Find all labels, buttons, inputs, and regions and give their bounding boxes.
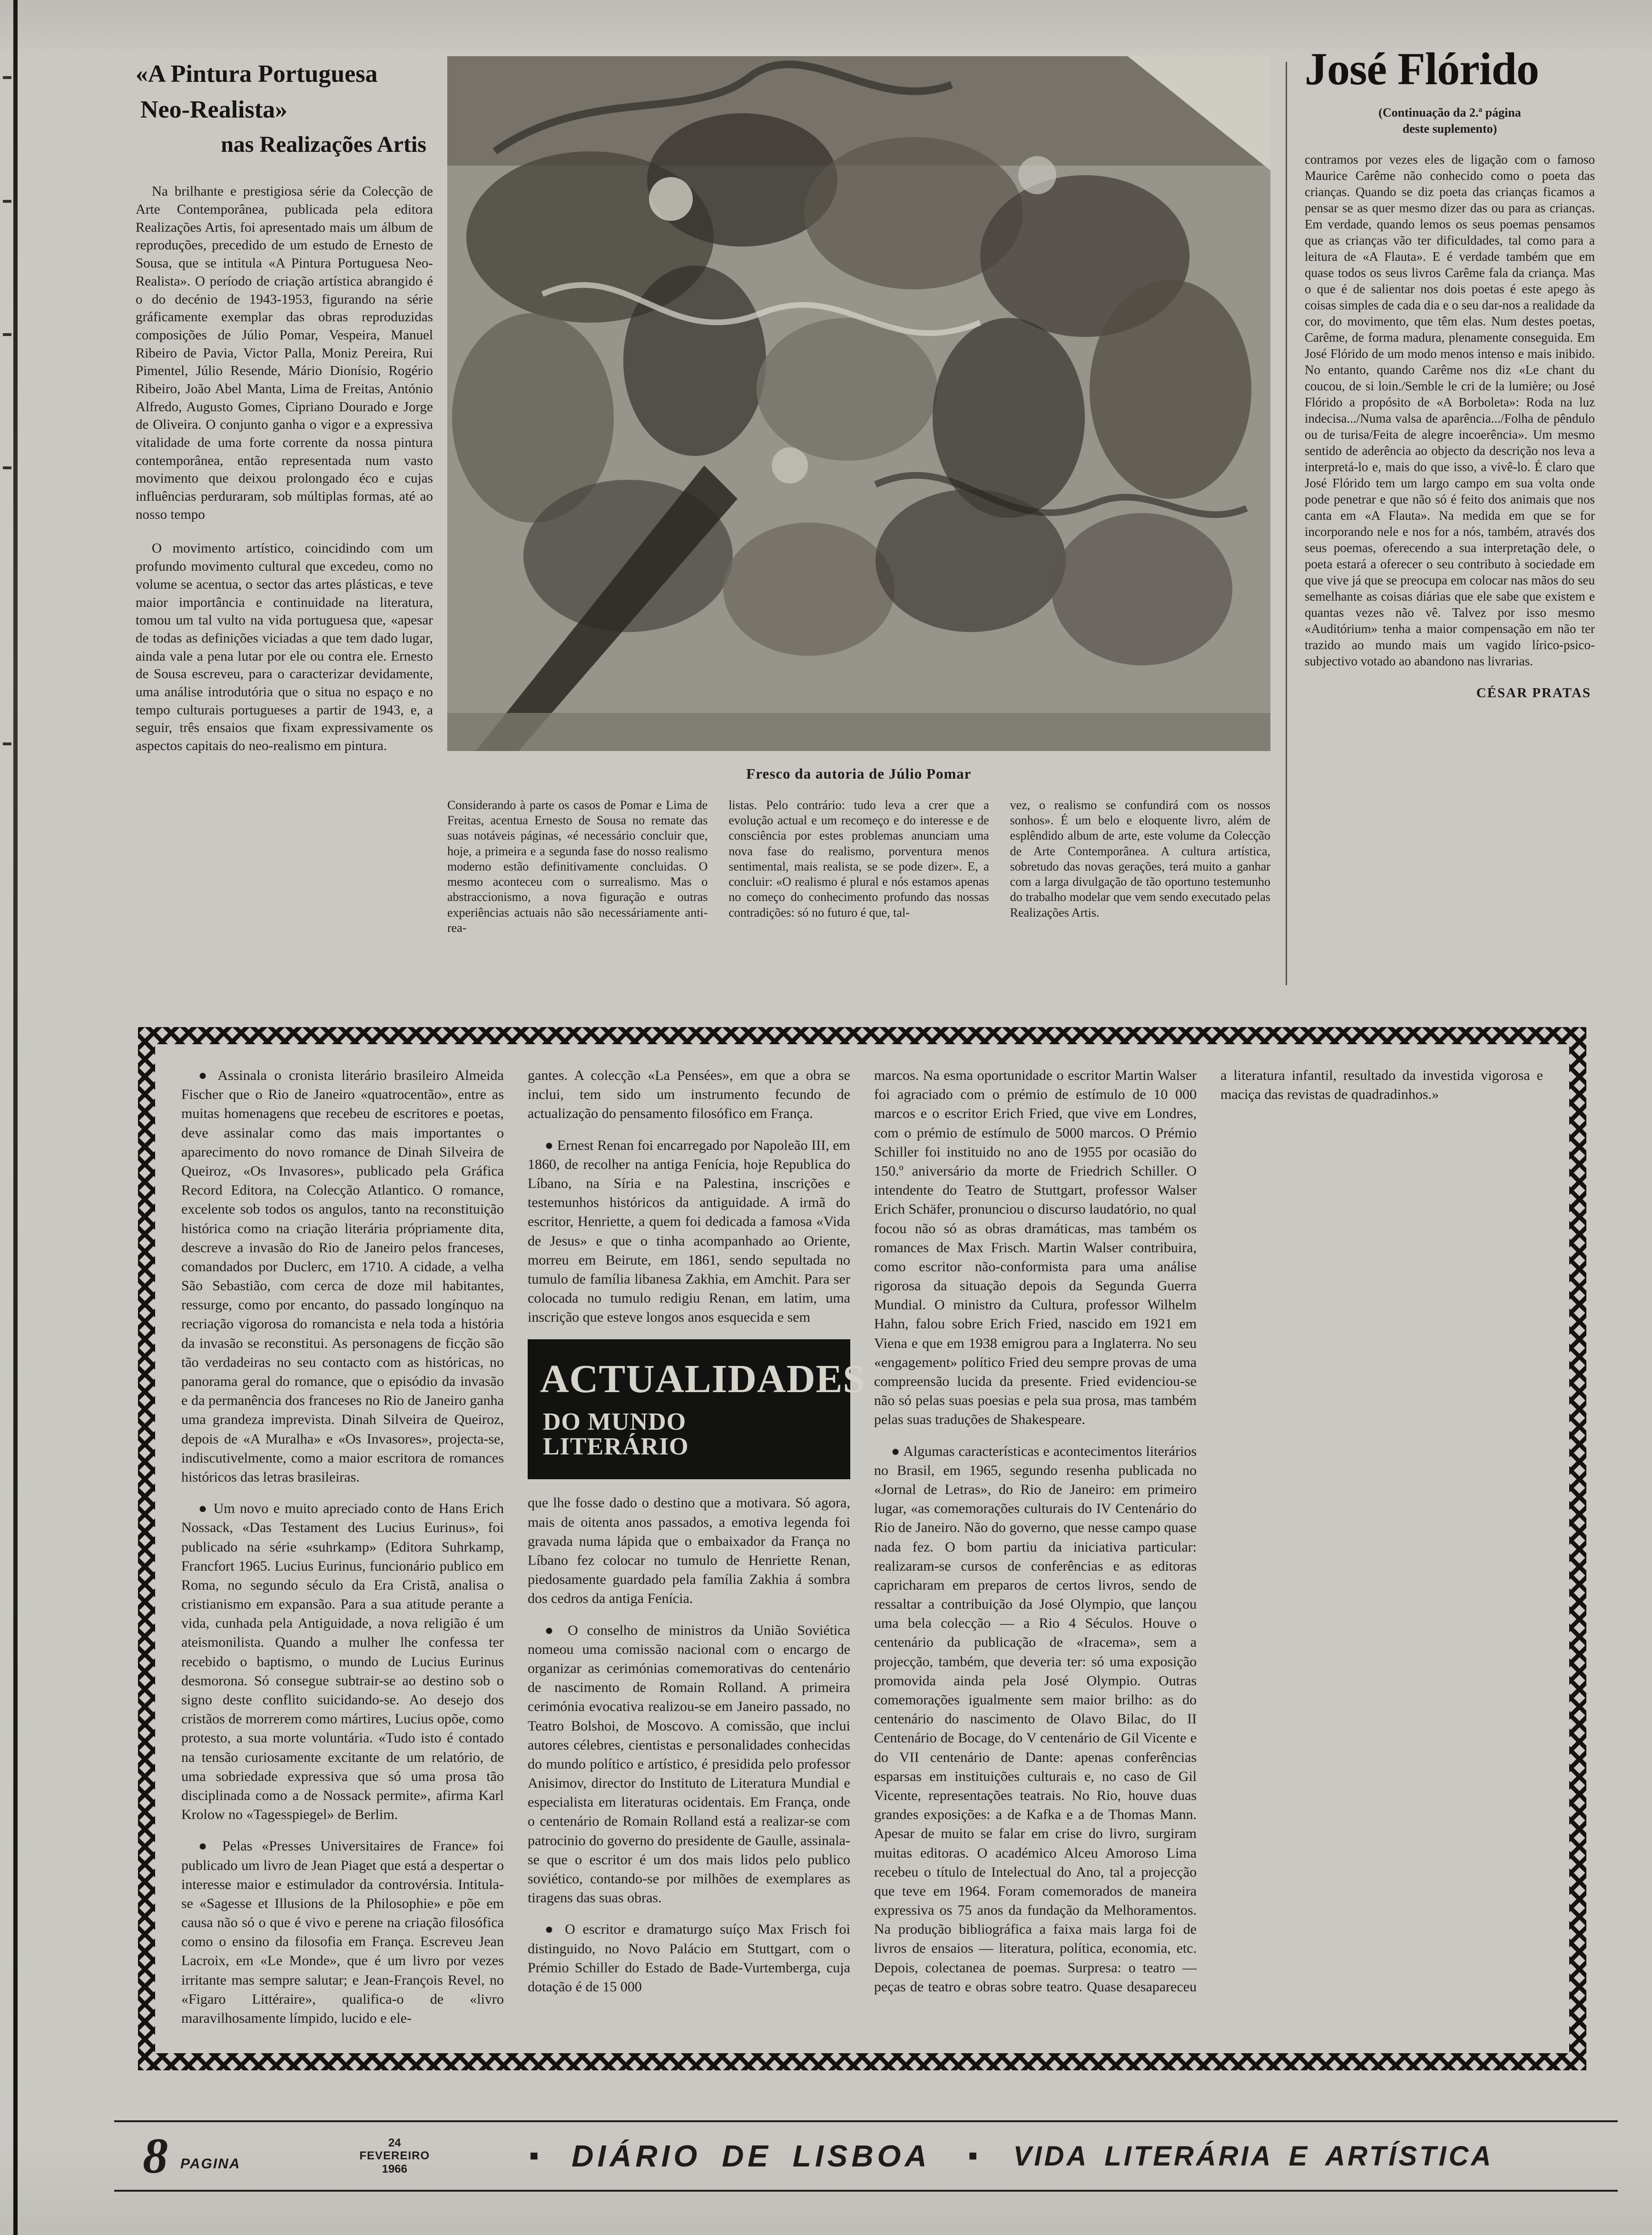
scan-artifact-dash: [3, 76, 11, 79]
literary-news-columns: [181, 1066, 1543, 2031]
literary-news-box: [138, 1027, 1586, 2070]
column-rule: [1286, 62, 1287, 985]
article-jose-florido: [1305, 43, 1595, 701]
square-bullet-icon: ■: [968, 2148, 977, 2164]
banner-subtitle: DO MUNDO LITERÁRIO: [543, 1408, 689, 1461]
continuation-note-line-1: (Continuação da 2.ª página: [1378, 105, 1521, 119]
news-item: gantes. A colecção «La Pensées», em que a obra se inclui, tem sido um instrumento fecundo de actualização do pensamento filosófico em França.: [528, 1068, 850, 1122]
issue-date: [359, 2136, 430, 2176]
continuation-column-1: [447, 798, 708, 936]
news-item: ● O conselho de ministros da União Soviética nomeou uma comissão nacional com o encargo de organizar as cerimónias comemorativas do centenário de nascimento de Romain Rolland. A primeira cerimónia evocativa realizou-se em Janeiro passado, no Teatro Bolshoi, de Moscovo. A comissão, que inclui autores célebres, cientistas e personalidades conhecidas do mundo político e artístico, é presidida pelo professor Anisimov, director do Instituto de Literatura Mundial e especialista em literaturas ocidentais. Em França, onde o centenário de Romain Rolland está a realizar-se com patrocinio do governo do presidente de Gaulle, assinala-se que o escritor é um dos mais lidos pelo publico soviético, contando-se por milhões de exemplares as tiragens das suas obras.: [528, 1622, 850, 1906]
headline-line-2: Neo-Realista»: [140, 96, 288, 124]
continuation-note-line-2: deste suplemento): [1402, 121, 1497, 136]
scan-artifact-dash: [3, 466, 11, 469]
issue-date-month: FEVEREIRO: [359, 2149, 430, 2163]
footer-bar: [114, 2120, 1618, 2192]
news-item: ● Pelas «Presses Universitaires de France» foi publicado um livro de Jean Piaget que está a despertar o interesse maior e estimulador da controvérsia. Intitula-se «Sagesse et Illusions de la Philosophie» e põe em causa não só o que é vivo e perene na criação filosófica como o ensino da filosofia em França. Escreveu Jean Lacroix, em «Le Monde», que é um livro por vezes irritante mas sempre salutar; e Jean-François Revel, no «Figaro Littéraire», qualifica-o de «livro maravilhosamente límpido, lucido e ele-: [181, 1838, 504, 2026]
scan-artifact-dash: [3, 200, 11, 203]
scan-artifact-dash: [3, 333, 11, 336]
news-item: ● Assinala o cronista literário brasileiro Almeida Fischer que o Rio de Janeiro «quatrocentão», entre as muitas homenagens que recebeu de escritores e poetas, deve assinalar como das mais importantes o aparecimento do novo romance de Dinah Silveira de Queiroz, «Os Invasores», publicado pela Gráfica Record Editora, na Colecção Atlantico. O romance, excelente sob todos os angulos, tanto na reconstituição histórica como na criação literária própriamente dita, descreve a invasão do Rio de Janeiro pelos franceses, comandados por Duclerc, em 1710. A cidade, a velha São Sebastião, com cerca de doze mil habitantes, ressurge, como por encanto, do passado longínquo na recriação vigorosa do romancista e nela toda a história da invasão se reconstitui. As personagens de ficção são tão verdadeiras no seu contacto com as históricas, no panorama geral do romance, que o episódio da invasão e da permanência dos franceses no Rio de Janeiro ganha uma grandeza imprevista. Dinah Silveira de Queiroz, depois de «A Muralha» e «Os Invasores», projecta-se, indiscutivelmente, como a maior escritora de romances históricos das letras brasileiras.: [181, 1068, 504, 1485]
headline-line-1: «A Pintura Portuguesa: [136, 60, 378, 88]
news-item: ● Um novo e muito apreciado conto de Hans Erich Nossack, «Das Testament des Lucius Eurinus», foi publicado na série «suhrkamp» (Editora Suhrkamp, Francfort 1965. Lucius Eurinus, funcionário publico em Roma, no segundo século da Era Cristã, analisa o cristianismo em expansão. Para a sua atitude perante a vida, cunhada pela Antiguidade, a nova religião é um ateismonilista. Quando a mulher lhe confessa ter recebido o baptismo, o mundo de Lucius Eurinus desmorona. Só consegue subtrair-se ao destino sob o signo deste conflito suicidando-se. Ao desejo dos cristãos de morrerem como mártires, Lucius opõe, como protesto, a sua morte voluntária. «Tudo isto é contado na tensão curiosamente excitante de um relatório, de uma sobriedade expressiva que só uma prosa tão disciplinada como a de Nossack permite», afirma Karl Krolow no «Tagesspiegel» de Berlim.: [181, 1501, 504, 1823]
scan-artifact-line: [13, 0, 18, 2235]
literary-news-inner: [155, 1044, 1569, 2053]
news-item: ● Algumas características e acontecimentos literários no Brasil, em 1965, segundo resenha publicada no «Jornal de Letras», do Rio de Janeiro: em primeiro lugar, «as comemorações culturais do IV Centenário do Rio de Janeiro. Não do governo, que nesse campo quase nada fez. O bom partiu da iniciativa particular: realizaram-se cursos de conferências e as editoras capricharam em preparos de certos livros, sendo de ressaltar a contribuição da José Olympio, que lançou uma bela colecção — a Rio 4 Séculos. Houve o centenário da publicação de «Iracema», sem a projecção, também, que deveria ter: só uma exposição promovida ainda pela José Olympio. Outras comemorações igualmente sem maior brilho: as do centenário do nascimento de Olavo Bilac, do II Centenário de Bocage, do V centenário de Gil Vicente e do VII centenário de Dante: apenas conferências esparsas em instituições culturais e, no caso de Gil Vicente, representações teatrais. No Rio, houve duas grandes exposições: a de Kafka e a de Thomas Mann. Apesar de muito se falar em crise do livro, surgiram muitas editoras. O académico Alceu Amoroso Lima recebeu o título de Intelectual do Ano, tal a projecção que teve em 1964. Foram comemorados de maneira expressiva os 75 anos da fundação da Melhoramentos. Na produção bibliográfica a faixa mais larga foi de livros de ensaios — literatura, política, economia, etc. Depois, colectanea de poemas. Surpresa: o teatro — peças de teatro e obras sobre teatro. Quase desapareceu a literatura infantil, resultado da investida vigorosa e maciça das revistas de quadradinhos.»: [874, 1068, 1543, 1995]
continuation-text: vez, o realismo se confundirá com os nossos sonhos». É um belo e eloquente livro, além de esplêndido album de arte, este volume da Colecção de Arte Contemporânea. A cultura artística, sobretudo das novas gerações, terá muito a ganhar com a larga divulgação de tão oportuno testemunho do trabalho modelar que vem sendo executado pelas Realizações Artis.: [1010, 798, 1270, 920]
section-title: VIDA LITERÁRIA E ARTÍSTICA: [1013, 2140, 1494, 2172]
continuation-column-2: [728, 798, 989, 936]
article-paragraph: Na brilhante e prestigiosa série da Colecção de Arte Contemporânea, publicada pela editora Realizações Artis, foi apresentado mais um álbum de reproduções, precedido de um estudo de Ernesto de Sousa, que se intitula «A Pintura Portuguesa Neo-Realista». O período de criação artística abrangido é o do decénio de 1943-1953, figurando na série gráficamente exemplar das obras reproduzidas composições de Júlio Pomar, Vespeira, Manuel Ribeiro de Pavia, Victor Palla, Moniz Pereira, Rui Pimentel, Júlio Resende, Mário Dionísio, Rogério Ribeiro, João Abel Manta, Lima de Freitas, António Alfredo, Augusto Gomes, Cipriano Dourado e Jorge de Oliveira. O conjunto ganha o vigor e a expressiva vitalidade de uma forte corrente da nossa pintura contemporânea, então representada num vasto movimento que deixou prolongado éco e cujas influências perduraram, sob múltiplas formas, até ao nosso tempo: [136, 184, 433, 522]
actualidades-banner: [528, 1339, 866, 1479]
news-item: que lhe fosse dado o destino que a motivara. Só agora, mais de oitenta anos passados, a emotiva legenda foi gravada numa lápida que o embaixador da França no Líbano fez colocar no tumulo de Henriette Renan, piedosamente guardado pela família Zakhia á sombra dos cedros da antiga Fenícia.: [528, 1495, 850, 1607]
continuation-text: Considerando à parte os casos de Pomar e Lima de Freitas, acentua Ernesto de Sousa no remate das suas notáveis páginas, «é necessário concluir que, hoje, a primeira e a segunda fase do nosso realismo moderno estão definitivamente concluidas. O mesmo aconteceu com o surrealismo. Mas o abstraccionismo, a nova figuração e outras experiências actuais não são necessáriamente anti-rea-: [447, 798, 708, 935]
article-paragraph: O movimento artístico, coincidindo com um profundo movimento cultural que excedeu, como no volume se acentua, o sector das artes plásticas, e teve maior importância e continuidade na literatura, tomou um tal vulto na vida portuguesa que, «apesar de todas as definições viciadas a que tem dado lugar, ainda vale a pena lutar por ele ou contra ele. Ernesto de Sousa escreveu, para o caracterizar devidamente, uma análise introdutória que o situa no espaço e no tempo culturais portugueses a partir de 1943, e, a seguir, três ensaios que fixam expressivamente os aspectos capitais do neo-realismo em pintura.: [136, 541, 433, 753]
fresco-figure: [447, 56, 1270, 782]
news-item: marcos. Na esma oportunidade o escritor Martin Walser foi agraciado com o prémio de estímulo de 10 000 marcos e o escritor Erich Fried, que vive em Londres, com o prémio de estímulo de 5000 marcos. O Prémio Schiller foi instituido no ano de 1955 por ocasião do 150.º aniversário da morte de Friedrich Schiller. O intendente do Teatro de Stuttgart, professor Walser Erich Schäfer, pronunciou o discurso laudatório, no qual focou não só as obras dramáticas, mas também os romances de Max Frisch. Martin Walser contribuira, como escritor não-conformista para uma análise rigorosa da situação depois da Segunda Guerra Mundial. O ministro da Cultura, professor Wilhelm Hahn, falou sobre Erich Fried, nascido em 1921 em Viena e que em 1938 emigrou para a Inglaterra. No seu «engagement» político Fried deu sempre provas de uma compreensão lucida da presente. Fried evidenciou-se não só pelas suas poesias e pela sua prosa, mas também pelas suas traduções de Shakespeare.: [874, 1068, 1197, 1428]
banner-title: ACTUALIDADES: [540, 1357, 866, 1402]
article-headline: José Flórido: [1305, 43, 1539, 94]
article-body: contramos por vezes eles de ligação com o famoso Maurice Carême não conhecido como o poeta das crianças. Quando se diz poeta das crianças ficamos a pensar se as quer mesmo dizer das ou para as crianças. Em verdade, quando lemos os seus poemas pensamos que as crianças vão ter dificuldades, tal como para a leitura de «A Flauta». E é verdade também que em quase todos os seus livros Carême fala da criança. Mas o que é de salientar nos dois poetas é este apego às coisas simples de cada dia e o seu dar-nos a realidade da cor, do movimento, que têm elas. Num destes poetas, Carême, de forma madura, plenamente conseguida. Em José Flórido de um modo menos intenso e mais inibido. No entanto, quando Carême nos diz «Le chant du coucou, de si loin./Semble le cri de la lumière; ou José Flórido a propósito de «A Borboleta»: Roda na luz indecisa.../Numa valsa de aparência.../Folha de pêndulo ou de turisa/Feita de alegre incoerência». Um mesmo sentido de aderência ao objecto da descrição nos leva a interpretá-lo e, mais do que isso, a vivê-lo. É claro que José Flórido tem um largo campo em sua volta onde pode penetrar e que não só é feito dos animais que nos canta em «A Flauta». Na medida em que se for incorporando nele e nos for a nós, também, através dos seus poemas, oferecendo a sua interpretação dele, o poeta estará a oferecer o seu contributo à sociedade em que vive já que se preocupa em colocar nas mãos do seu semelhante as coisas diárias que ele sabe que existem e quantas vezes não vê. Talvez por isso mesmo «Auditórium» tenha a maior compensação em não ter trazido ao mundo mais um vagido lírico-psico-subjectivo votado ao abandono nas livrarias.: [1305, 152, 1595, 668]
issue-date-day: 24: [388, 2136, 401, 2149]
article-headline: [136, 56, 433, 161]
article-pintura-continuation: [447, 798, 1270, 936]
headline-line-3: nas Realizações Artis: [221, 131, 426, 157]
news-item: ● Ernest Renan foi encarregado por Napoleão III, em 1860, de recolher na antiga Fenícia, hoje Republica do Líbano, na Síria e na Palestina, inscrições e testemunhos históricos da antiguidade. A irmã do escritor, Henriette, a quem foi dedicada a famosa «Vida de Jesus» e que o tinha acompanhado ao Oriente, morreu em Beirute, em 1861, sendo sepultada no tumulo de família libanesa Zakhia, em Amchit. Para ser colocada no tumulo redigiu Renan, em latim, uma inscrição que esteve longos anos esquecida e sem: [528, 1137, 850, 1325]
page-number: 8: [143, 2128, 168, 2184]
square-bullet-icon: ■: [530, 2148, 539, 2164]
issue-date-year: 1966: [382, 2162, 407, 2176]
page-label: PAGINA: [180, 2156, 241, 2172]
scan-artifact-dash: [3, 742, 11, 745]
continuation-text: listas. Pelo contrário: tudo leva a crer que a evolução actual e um recomeço e do interesse e de consciência por estes problemas anunciam uma nova fase do realismo, porventura menos sentimental, mais realista, se se pode dizer». E, a concluir: «O realismo é plural e nós estamos apenas no começo do conhecimento profundo das nossas contradições: só no futuro é que, tal-: [728, 798, 989, 920]
newspaper-title: DIÁRIO DE LISBOA: [571, 2139, 931, 2173]
continuation-note: [1305, 105, 1595, 137]
news-item: ● O escritor e dramaturgo suíço Max Frisch foi distinguido, no Novo Palácio em Stuttgart, com o Prémio Schiller do Estado de Bade-Vurtemberga, cuja dotação é de 15 000: [528, 1921, 850, 1995]
author-signature: CÉSAR PRATAS: [1476, 685, 1591, 701]
fresco-image: [447, 56, 1270, 751]
article-pintura-portuguesa: [136, 56, 433, 771]
continuation-column-3: [1010, 798, 1270, 936]
fresco-caption: Fresco da autoria de Júlio Pomar: [746, 765, 972, 782]
